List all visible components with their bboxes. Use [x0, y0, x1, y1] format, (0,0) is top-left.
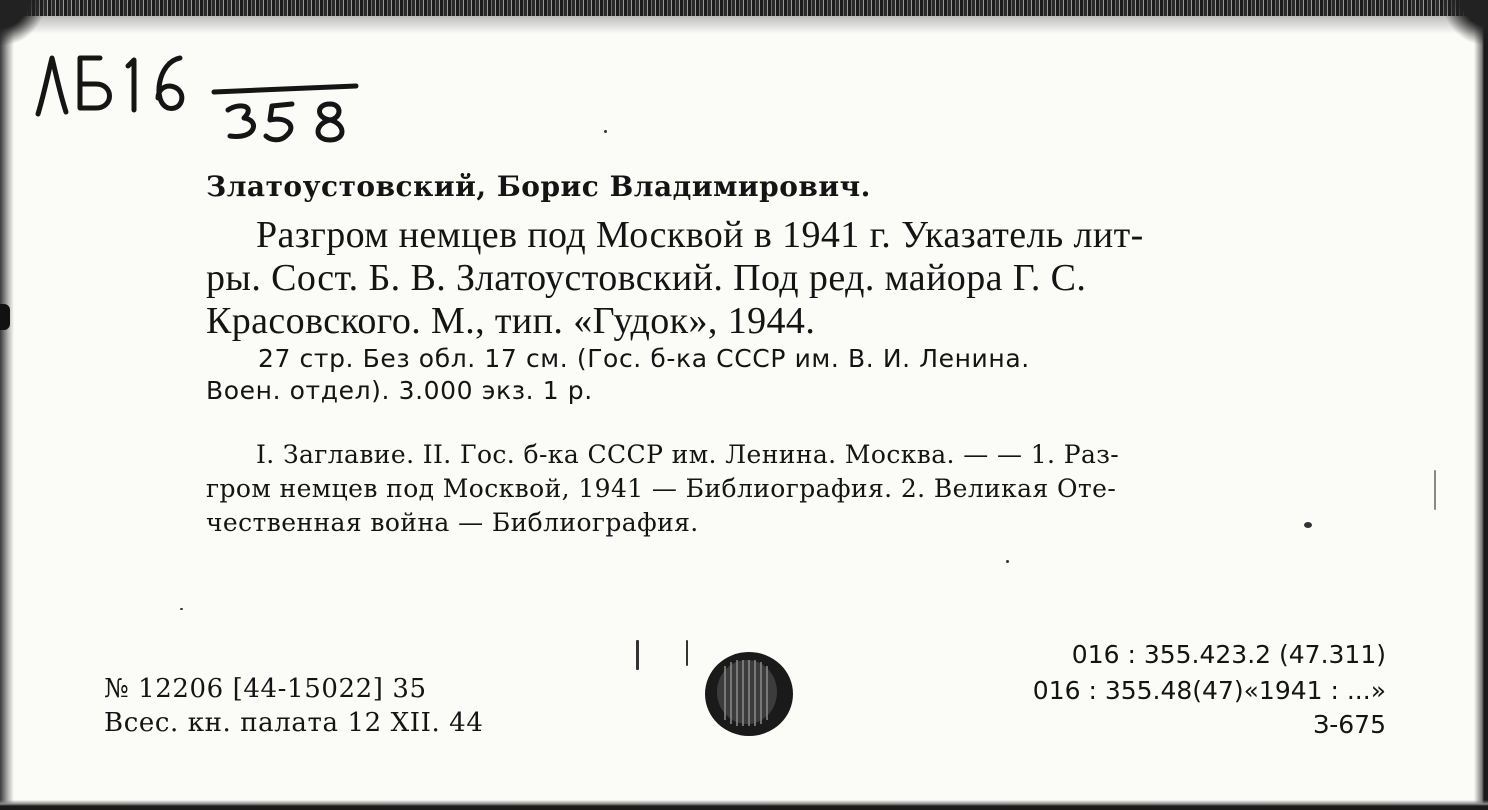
- scan-speck: [636, 640, 639, 670]
- scan-speck: [180, 608, 183, 610]
- scan-edge-top: [0, 0, 1488, 16]
- punch-hole-shape: [703, 650, 795, 738]
- title-text-1: Разгром немцев под Москвой в 1941 г. Указатель лит-: [256, 214, 1144, 256]
- udc-code-2: 016 : 355.48(47)«1941 : ...»: [1032, 676, 1386, 705]
- author-heading: Златоустовский, Борис Владимирович.: [206, 170, 871, 203]
- scan-speck: [1434, 470, 1436, 510]
- subject-line-1: I. Заглавие. II. Гос. б-ка СССР им. Ленина. Москва. — — 1. Раз-: [256, 440, 1120, 469]
- handwritten-shelf-mark: [30, 44, 370, 164]
- description-line-1: 27 стр. Без обл. 17 см. (Гос. б-ка СССР им. В. И. Ленина.: [258, 344, 1030, 373]
- title-line-3: Красовского. М., тип. «Гудок», 1944.: [206, 300, 816, 342]
- scan-speck: [604, 130, 607, 133]
- ink-blot: [0, 304, 10, 330]
- title-line-2: ры. Сост. Б. В. Златоустовский. Под ред. майора Г. С.: [206, 257, 1087, 299]
- scan-speck: [1006, 560, 1009, 563]
- chamber-date: Всес. кн. палата 12 XII. 44: [104, 708, 484, 738]
- subject-line-3: чественная война — Библиография.: [206, 508, 699, 537]
- scan-speck: [1304, 522, 1312, 528]
- scan-speck: [686, 640, 688, 666]
- scan-edge-right: [1474, 0, 1488, 810]
- udc-code-1: 016 : 355.423.2 (47.311): [1071, 640, 1386, 669]
- corner-shadow-right: [1428, 0, 1488, 60]
- scan-edge-shadow: [0, 16, 1488, 34]
- subject-line-2: гром немцев под Москвой, 1941 — Библиография. 2. Великая Оте-: [206, 474, 1117, 503]
- punch-hole: [703, 650, 795, 738]
- description-line-2: Воен. отдел). 3.000 экз. 1 р.: [206, 376, 593, 405]
- handwritten-shelf-mark-drawing: [30, 44, 370, 164]
- author-mark: З-675: [1313, 710, 1386, 739]
- registration-number: № 12206 [44-15022] 35: [104, 674, 427, 704]
- scan-edge-left: [0, 0, 14, 810]
- scan-edge-bottom: [0, 800, 1488, 810]
- title-line-1: [256, 213, 1386, 257]
